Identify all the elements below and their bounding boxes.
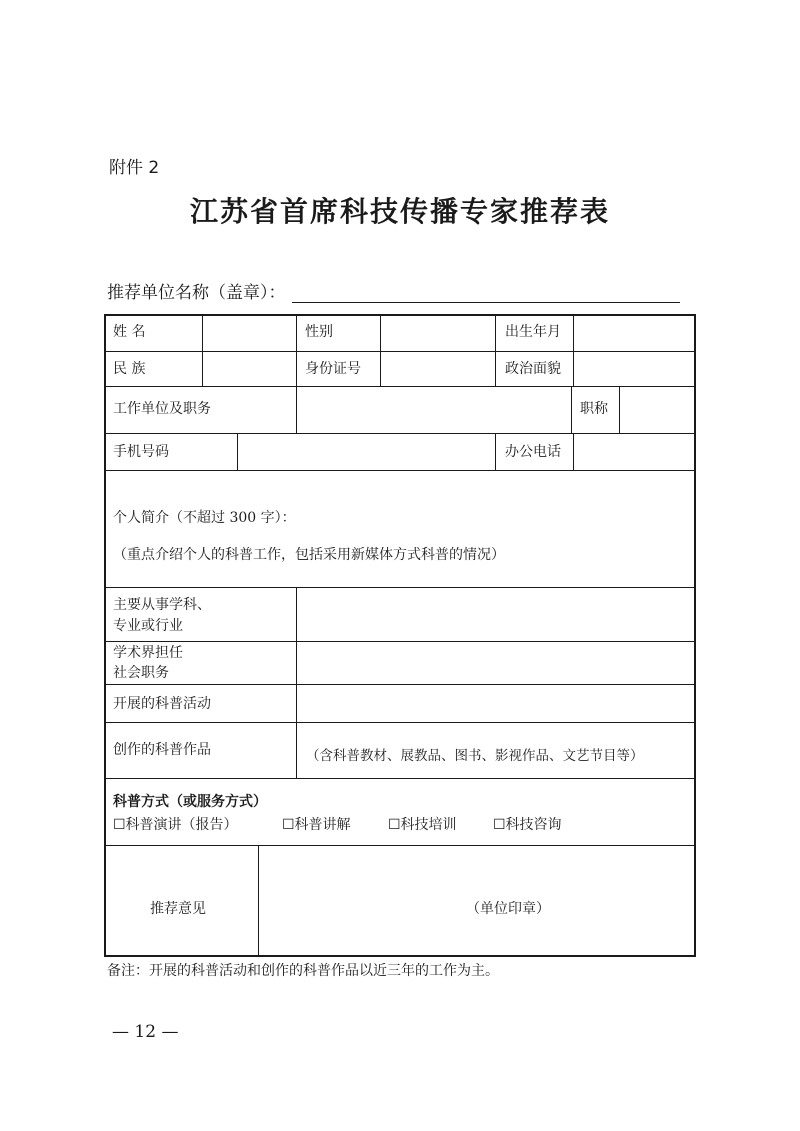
- recommending-unit-row: [107, 278, 680, 303]
- label-ethnicity: 民 族: [113, 361, 146, 377]
- row-line: [104, 778, 696, 779]
- label-mobile: 手机号码: [113, 444, 169, 460]
- gender-input[interactable]: [381, 315, 495, 351]
- label-discipline-line1: 主要从事学科、: [113, 597, 211, 613]
- academic-input[interactable]: [297, 642, 694, 684]
- label-gender: 性别: [305, 324, 333, 340]
- col-line: [495, 314, 496, 386]
- table-border-right: [694, 314, 696, 956]
- label-birth: 出生年月: [505, 324, 561, 340]
- intro-textarea[interactable]: [106, 471, 694, 587]
- methods-title: 科普方式（或服务方式）: [113, 794, 267, 810]
- label-academic-line1: 学术界担任: [113, 645, 183, 661]
- intro-hint: （重点介绍个人的科普工作，包括采用新媒体方式科普的情况）: [113, 547, 505, 563]
- form-title: 江苏省首席科技传播专家推荐表: [189, 195, 610, 228]
- page-number: — 12 —: [112, 1022, 179, 1042]
- label-political-status: 政治面貌: [505, 361, 561, 377]
- label-work-unit: 工作单位及职务: [113, 401, 211, 417]
- label-discipline-line2: 专业或行业: [113, 618, 183, 634]
- office-phone-input[interactable]: [574, 434, 694, 470]
- label-office-phone: 办公电话: [505, 444, 561, 460]
- political-status-input[interactable]: [574, 352, 694, 386]
- ethnicity-input[interactable]: [203, 352, 296, 386]
- col-line: [571, 386, 572, 433]
- work-unit-input[interactable]: [297, 387, 571, 433]
- recommending-unit-label: 推荐单位名称（盖章）：: [107, 283, 286, 303]
- label-id-number: 身份证号: [305, 361, 361, 377]
- works-hint: （含科普教材、展教品、图书、影视作品、文艺节目等）: [306, 748, 644, 764]
- mobile-input[interactable]: [238, 434, 495, 470]
- table-border-bottom: [104, 955, 696, 957]
- label-job-title: 职称: [580, 401, 608, 417]
- label-works: 创作的科普作品: [113, 742, 211, 758]
- label-name: 姓 名: [113, 324, 146, 340]
- footnote: 备注：开展的科普活动和创作的科普作品以近三年的工作为主。: [107, 963, 499, 979]
- id-number-input[interactable]: [381, 352, 495, 386]
- col-line: [495, 433, 496, 470]
- method-option-lecture[interactable]: ☐科普演讲（报告）: [113, 817, 238, 833]
- method-option-training[interactable]: ☐科技培训: [388, 817, 457, 833]
- col-line: [296, 314, 297, 386]
- activities-input[interactable]: [297, 685, 694, 722]
- job-title-input[interactable]: [620, 387, 694, 433]
- discipline-input[interactable]: [297, 588, 694, 641]
- label-recommendation: 推荐意见: [150, 901, 206, 917]
- recommending-unit-field[interactable]: [292, 282, 680, 303]
- label-activities: 开展的科普活动: [113, 696, 211, 712]
- label-academic-line2: 社会职务: [113, 665, 169, 681]
- birth-input[interactable]: [574, 315, 694, 351]
- method-option-consulting[interactable]: ☐科技咨询: [493, 817, 562, 833]
- table-border-left: [104, 314, 106, 956]
- attachment-label: 附件 2: [109, 158, 160, 178]
- seal-placeholder: （单位印章）: [466, 901, 550, 917]
- method-option-explanation[interactable]: ☐科普讲解: [282, 817, 351, 833]
- intro-title: 个人简介（不超过 300 字）：: [113, 510, 296, 526]
- name-input[interactable]: [203, 315, 296, 351]
